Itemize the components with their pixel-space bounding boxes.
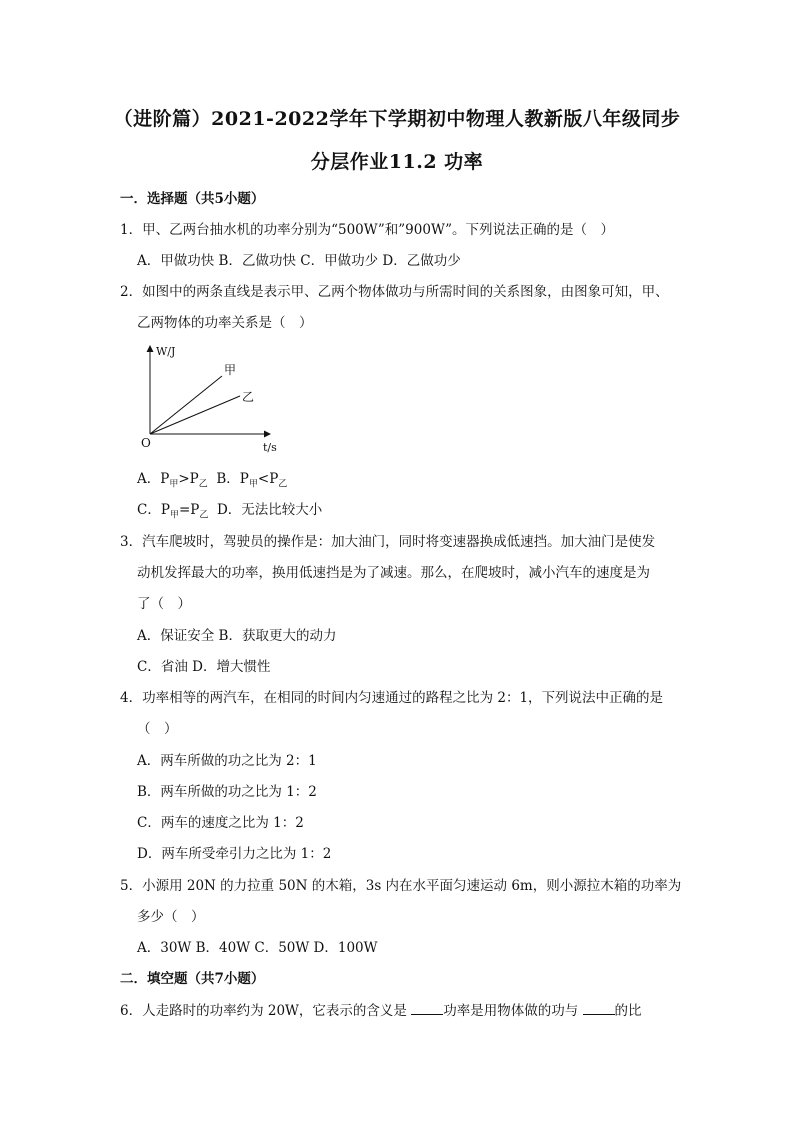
x-axis-label: t/s <box>263 441 277 454</box>
question-4-stem-line2: （ ） <box>137 721 178 737</box>
line-jia <box>150 376 222 434</box>
answer-blank-1[interactable] <box>411 1000 443 1015</box>
question-3-options-ab: A．保证安全 B．获取更大的动力 <box>137 628 337 644</box>
answer-blank-2[interactable] <box>583 1000 615 1015</box>
question-2-options-cd: C．$P_甲=P_乙$ D．无法比较大小 <box>137 502 323 521</box>
y-axis-label: W/J <box>156 345 176 358</box>
question-5-stem-line1: 5．小源用 20N 的力拉重 50N 的木箱，3s 内在水平面匀速运动 6m，则小源拉木箱的功率为 <box>120 878 682 894</box>
question-2-stem-line1: 2．如图中的两条直线是表示甲、乙两个物体做功与所需时间的关系图象，由图象可知，甲、 <box>120 284 669 300</box>
question-6-stem: 6．人走路时的功率约为 20W，它表示的含义是 功率是用物体做的功与 的比 <box>120 999 642 1019</box>
question-4-option-a: A．两车所做的功之比为 2：1 <box>137 753 317 769</box>
question-4-option-c: C．两车的速度之比为 1：2 <box>137 815 304 831</box>
question-5-options: A．30W B．40W C．50W D．100W <box>137 940 378 956</box>
question-3-stem-line1: 3．汽车爬坡时，驾驶员的操作是：加大油门，同时将变速器换成低速挡。加大油门是使发 <box>120 534 656 550</box>
line-jia-label: 甲 <box>224 363 237 377</box>
question-3-options-cd: C．省油 D．增大惯性 <box>137 659 271 675</box>
document-title-line1: （进阶篇）2021-2022学年下学期初中物理人教新版八年级同步 <box>113 108 681 130</box>
question-4-option-b: B．两车所做的功之比为 1：2 <box>137 784 317 800</box>
question-2-options-ab: A．$P_甲>P_乙$ B．$P_甲<P_乙$ <box>137 471 288 490</box>
question-3-stem-line2: 动机发挥最大的功率，换用低速挡是为了减速。那么，在爬坡时，减小汽车的速度是为 <box>137 565 650 581</box>
line-yi-label: 乙 <box>242 390 255 404</box>
question-1-stem: 1．甲、乙两台抽水机的功率分别为“500W”和”900W”。下列说法正确的是（ ） <box>120 222 614 238</box>
question-2-stem-line2: 乙两物体的功率关系是（ ） <box>137 315 313 331</box>
question-1-options: A．甲做功快 B．乙做功快 C．甲做功少 D．乙做功少 <box>137 253 461 269</box>
work-time-graph <box>138 340 288 455</box>
section-heading-fill-in: 二．填空题（共7小题） <box>120 971 265 987</box>
origin-label: O <box>141 436 151 450</box>
question-4-stem-line1: 4．功率相等的两汽车，在相同的时间内匀速通过的路程之比为 2：1，下列说法中正确的是 <box>120 690 664 706</box>
question-5-stem-line2: 多少（ ） <box>137 909 205 925</box>
section-heading-choice: 一．选择题（共5小题） <box>120 191 265 207</box>
question-4-option-d: D．两车所受牵引力之比为 1：2 <box>137 846 332 862</box>
line-yi <box>150 396 240 434</box>
question-3-stem-line3: 了（ ） <box>137 596 191 612</box>
document-title-line2: 分层作业11.2 功率 <box>310 151 484 173</box>
